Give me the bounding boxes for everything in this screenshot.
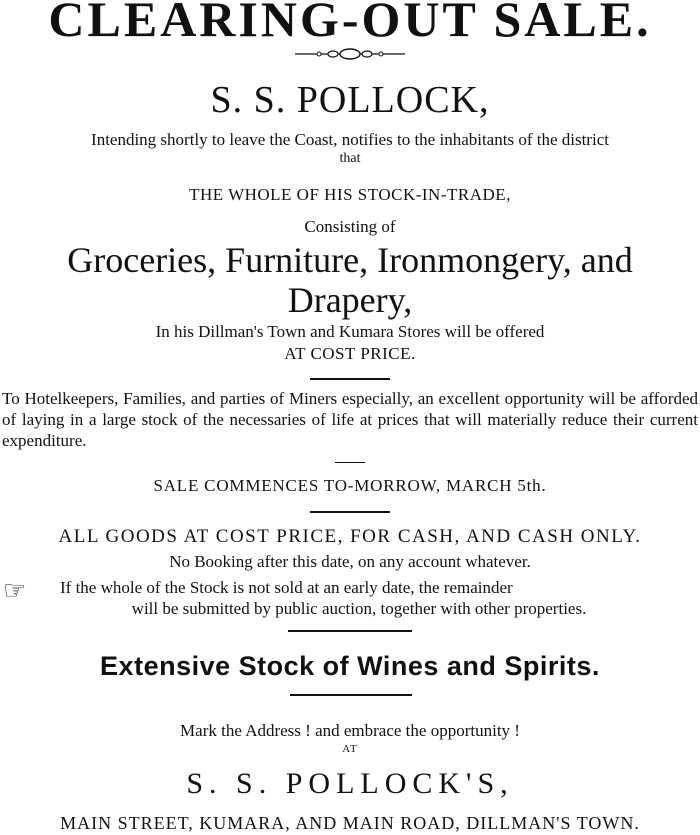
at-label: AT — [342, 743, 358, 755]
rule-3 — [310, 511, 390, 513]
stock-line: THE WHOLE OF HIS STOCK-IN-TRADE, — [189, 185, 511, 204]
rule-5 — [290, 694, 412, 696]
headline: CLEARING-OUT SALE. — [48, 0, 652, 47]
offer-paragraph: To Hotelkeepers, Families, and parties of Miners especially, an excellent opportunity will be afforded of laying in a large stock of the necessaries of life at prices that will materially reduce their current expenditure. — [2, 389, 698, 450]
pollocks-name: S. S. POLLOCK'S, — [186, 767, 514, 800]
stores-line: In his Dillman's Town and Kumara Stores will be offered — [155, 322, 545, 341]
pointing-hand-icon: ☞ — [3, 576, 27, 605]
wines-spirits-line: Extensive Stock of Wines and Spirits. — [100, 651, 600, 681]
ornament-divider — [295, 47, 405, 61]
all-goods-notice: ALL GOODS AT COST PRICE, FOR CASH, AND CASH ONLY. — [58, 526, 642, 547]
mark-address-line: Mark the Address ! and embrace the opportunity ! — [180, 721, 520, 740]
remainder-line-2: will be submitted by public auction, together with other properties. — [131, 599, 587, 618]
no-booking-notice: No Booking after this date, on any account whatever. — [169, 552, 531, 571]
cost-price: AT COST PRICE. — [284, 344, 416, 363]
rule-4 — [288, 630, 412, 632]
intro-line: Intending shortly to leave the Coast, notifies to the inhabitants of the district — [91, 130, 609, 149]
goods-line-2: Drapery, — [287, 280, 413, 320]
rule-1 — [310, 378, 390, 380]
merchant-name: S. S. POLLOCK, — [210, 79, 490, 121]
goods-line-1: Groceries, Furniture, Ironmongery, and — [67, 240, 633, 280]
remainder-notice — [60, 577, 698, 619]
intro-that: that — [339, 151, 361, 166]
sale-commences: SALE COMMENCES TO-MORROW, MARCH 5th. — [153, 476, 547, 495]
consisting-label: Consisting of — [304, 217, 396, 236]
rule-2 — [335, 462, 365, 463]
remainder-line-1: If the whole of the Stock is not sold at an early date, the remainder — [60, 578, 513, 597]
store-address: MAIN STREET, KUMARA, AND MAIN ROAD, DILLMAN'S TOWN. — [60, 813, 640, 833]
